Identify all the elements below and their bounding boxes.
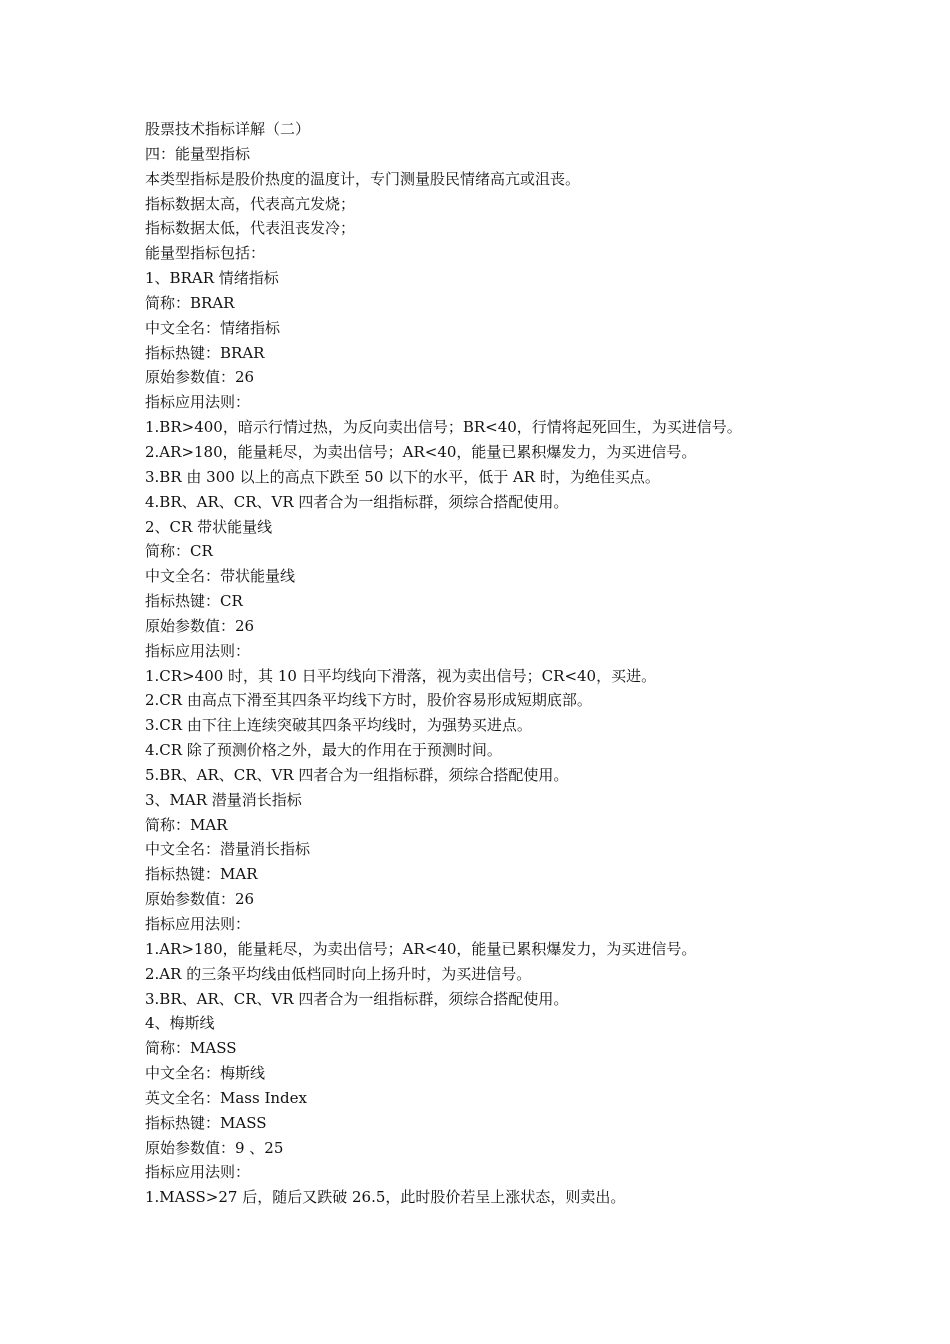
text-line: 中文全名：带状能量线 [145, 567, 296, 586]
text-line: 2.AR>180，能量耗尽，为卖出信号；AR<40，能量已累积爆发力，为买进信号。 [145, 442, 697, 461]
text-line: 简称：MAR [145, 815, 228, 834]
text-line: 1.MASS>27 后，随后又跌破 26.5，此时股价若呈上涨状态，则卖出。 [145, 1188, 626, 1207]
text-line: 指标数据太低，代表沮丧发冷； [145, 219, 356, 238]
text-line: 指标应用法则： [145, 641, 251, 660]
text-line: 四：能量型指标 [145, 144, 251, 163]
text-line: 指标应用法则： [145, 915, 251, 933]
text-line: 2、CR 带状能量线 [145, 517, 273, 536]
text-line: 简称：MASS [145, 1039, 237, 1058]
text-line: 3.BR、AR、CR、VR 四者合为一组指标群，须综合搭配使用。 [145, 989, 569, 1008]
text-line: 能量型指标包括： [145, 244, 266, 263]
text-line: 4、梅斯线 [145, 1014, 215, 1033]
text-line: 指标热键：MAR [145, 865, 258, 884]
text-line: 指标应用法则： [145, 1163, 251, 1182]
text-line: 1.CR>400 时，其 10 日平均线向下滑落，视为卖出信号；CR<40，买进。 [145, 666, 657, 685]
text-line: 4.BR、AR、CR、VR 四者合为一组指标群，须综合搭配使用。 [145, 492, 569, 511]
text-line: 5.BR、AR、CR、VR 四者合为一组指标群，须综合搭配使用。 [145, 765, 569, 784]
text-line: 原始参数值：26 [145, 616, 255, 635]
text-line: 本类型指标是股价热度的温度计，专门测量股民情绪高亢或沮丧。 [145, 169, 581, 188]
text-line: 1.BR>400，暗示行情过热，为反向卖出信号；BR<40，行情将起死回生，为买进信号。 [145, 418, 742, 437]
text-line: 英文全名：Mass Index [145, 1088, 307, 1107]
text-line: 2.AR 的三条平均线由低档同时向上扬升时，为买进信号。 [145, 964, 532, 983]
text-line: 3、MAR 潜量消长指标 [145, 790, 302, 809]
text-line: 3.CR 由下往上连续突破其四条平均线时，为强势买进点。 [145, 716, 532, 735]
text-line: 指标热键：BRAR [145, 343, 265, 362]
text-line: 2.CR 由高点下滑至其四条平均线下方时，股价容易形成短期底部。 [145, 691, 592, 710]
text-line: 原始参数值：26 [145, 368, 255, 387]
text-line: 简称：CR [145, 542, 213, 561]
text-line: 4.CR 除了预测价格之外，最大的作用在于预测时间。 [145, 741, 502, 760]
text-line: 指标应用法则： [145, 393, 251, 412]
text-line: 中文全名：潜量消长指标 [145, 840, 311, 859]
text-line: 原始参数值：26 [145, 890, 255, 909]
text-line: 指标数据太高，代表高亢发烧； [145, 194, 356, 213]
text-line: 中文全名：情绪指标 [145, 318, 281, 337]
document-body [145, 117, 925, 1210]
text-line: 股票技术指标详解（二） [145, 120, 311, 138]
text-line: 1、BRAR 情绪指标 [145, 269, 279, 288]
text-line: 指标热键：MASS [145, 1113, 267, 1132]
text-line: 3.BR 由 300 以上的高点下跌至 50 以下的水平，低于 AR 时，为绝佳买点。 [145, 467, 660, 486]
text-line: 中文全名：梅斯线 [145, 1064, 266, 1083]
text-line: 简称：BRAR [145, 293, 235, 312]
text-line: 指标热键：CR [145, 592, 243, 611]
text-line: 1.AR>180，能量耗尽，为卖出信号；AR<40，能量已累积爆发力，为买进信号。 [145, 939, 697, 958]
text-line: 原始参数值：9 、25 [145, 1138, 284, 1157]
